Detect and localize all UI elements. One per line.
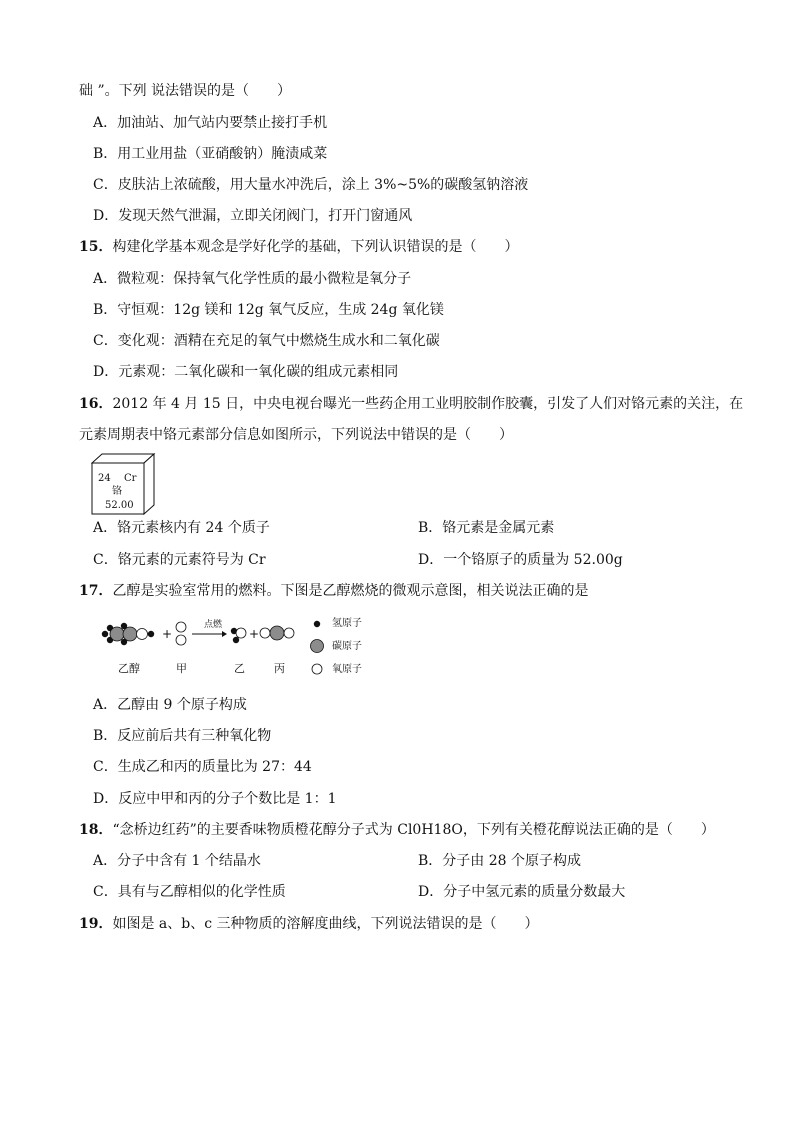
- q19-stem-text: 如图是 a、b、c 三种物质的溶解度曲线，下列说法错误的是（ ）: [112, 916, 539, 932]
- q18-option-c[interactable]: C．具有与乙醇相似的化学性质: [93, 884, 286, 900]
- label-yi: 乙: [234, 662, 245, 675]
- q17-stem-text: 乙醇是实验室常用的燃料。下图是乙醇燃烧的微观示意图，相关说法正确的是: [112, 583, 589, 599]
- q16-number: 16．: [79, 396, 113, 412]
- element-atomic-number: 24: [98, 473, 111, 484]
- ethanol-molecule: [102, 623, 154, 645]
- legend-carbon: 碳原子: [332, 641, 362, 652]
- q18-number: 18．: [79, 822, 113, 838]
- q15-stem-text: 构建化学基本观念是学好化学的基础，下列认识错误的是（ ）: [112, 239, 519, 255]
- q15-option-b[interactable]: B．守恒观：12g 镁和 12g 氧气反应，生成 24g 氧化镁: [93, 302, 444, 318]
- oxygen-molecule: [176, 622, 186, 645]
- q14-option-d[interactable]: D．发现天然气泄漏，立即关闭阀门，打开门窗通风: [93, 208, 413, 224]
- q17-option-d[interactable]: D．反应中甲和丙的分子个数比是 1：1: [93, 791, 337, 807]
- q16-stem-text: 2012 年 4 月 15 日，中央电视台曝光一些药企用工业明胶制作胶囊，引发了人们对铬元素的关注，在: [112, 396, 744, 412]
- q16-option-c[interactable]: C．铬元素的元素符号为 Cr: [93, 552, 266, 568]
- q17-option-b[interactable]: B．反应前后共有三种氧化物: [93, 728, 272, 744]
- q17-number: 17．: [79, 583, 113, 599]
- element-symbol: Cr: [124, 473, 137, 484]
- q17-option-c[interactable]: C．生成乙和丙的质量比为 27：44: [93, 759, 312, 775]
- hydrogen-atom-icon: [314, 621, 320, 627]
- oxygen-atom-icon: [312, 664, 322, 674]
- legend-hydrogen: 氢原子: [332, 618, 362, 629]
- reaction-diagram: [100, 614, 370, 680]
- legend-oxygen: 氧原子: [332, 664, 362, 675]
- element-cell-diagram: [91, 453, 157, 515]
- q16-stem-line2: 元素周期表中铬元素部分信息如图所示，下列说法中错误的是（ ）: [79, 427, 513, 443]
- label-ethanol: 乙醇: [118, 662, 140, 675]
- q17-stem: [79, 582, 588, 600]
- q19-stem: [79, 915, 539, 933]
- q14-option-a[interactable]: A．加油站、加气站内要禁止接打手机: [93, 115, 328, 131]
- q16-option-b[interactable]: B．铬元素是金属元素: [418, 520, 555, 536]
- q16-option-a[interactable]: A．铬元素核内有 24 个质子: [93, 520, 270, 536]
- element-name: 铬: [112, 486, 122, 497]
- q14-option-c[interactable]: C．皮肤沾上浓硫酸，用大量水冲洗后，涂上 3%~5%的碳酸氢钠溶液: [93, 177, 529, 193]
- q15-number: 15．: [79, 239, 113, 255]
- reaction-condition: 点燃: [204, 620, 223, 630]
- q18-option-a[interactable]: A．分子中含有 1 个结晶水: [93, 853, 261, 869]
- q18-stem: [79, 821, 715, 839]
- label-bing: 丙: [274, 662, 285, 675]
- co2-molecule: [260, 626, 294, 640]
- q17-option-a[interactable]: A．乙醇由 9 个原子构成: [93, 697, 247, 713]
- svg-text:+: +: [249, 627, 260, 641]
- water-molecule: [231, 628, 246, 643]
- q19-number: 19．: [79, 916, 113, 932]
- q14-option-b[interactable]: B．用工业用盐（亚硝酸钠）腌渍咸菜: [93, 146, 328, 162]
- q16-stem-line1: [79, 395, 743, 413]
- q18-stem-text: “念桥边红药”的主要香味物质橙花醇分子式为 Cl0H18O，下列有关橙花醇说法正确的是（ ）: [112, 822, 715, 838]
- q18-option-b[interactable]: B．分子由 28 个原子构成: [418, 853, 582, 869]
- q14-stem-continuation: 础 ”。下列 说法错误的是（ ）: [79, 83, 292, 99]
- carbon-atom-icon: [311, 640, 324, 653]
- q16-option-d[interactable]: D．一个铬原子的质量为 52.00g: [418, 552, 623, 568]
- svg-text:+: +: [162, 627, 173, 641]
- q15-option-c[interactable]: C．变化观：酒精在充足的氧气中燃烧生成水和二氧化碳: [93, 333, 440, 349]
- q18-option-d[interactable]: D．分子中氢元素的质量分数最大: [418, 884, 626, 900]
- q15-option-d[interactable]: D．元素观：二氧化碳和一氧化碳的组成元素相同: [93, 364, 399, 380]
- q15-option-a[interactable]: A．微粒观：保持氧气化学性质的最小微粒是氧分子: [93, 271, 412, 287]
- q15-stem: [79, 238, 518, 256]
- label-jia: 甲: [176, 662, 187, 675]
- element-mass: 52.00: [105, 500, 134, 511]
